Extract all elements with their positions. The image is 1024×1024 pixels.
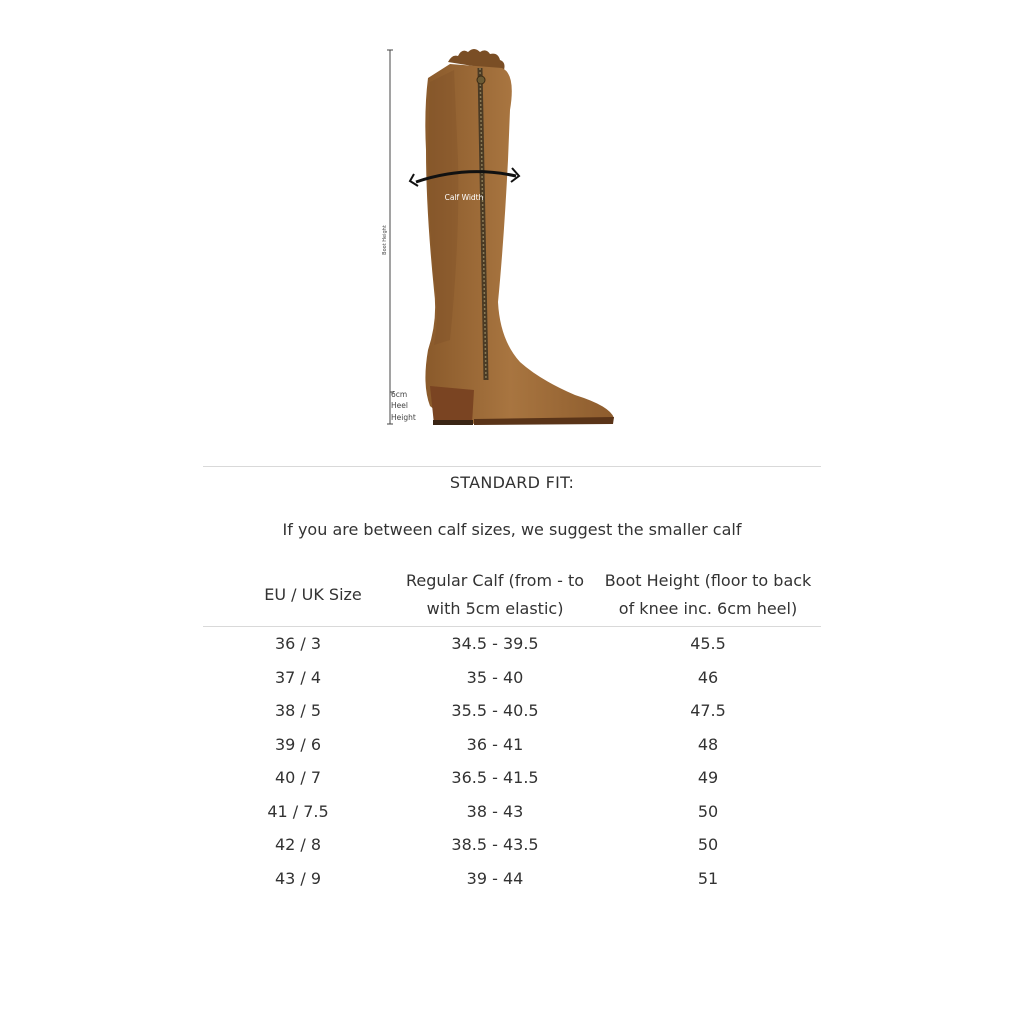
size-cell: 36 / 3 [274,634,322,653]
height-cell: 51 [697,868,719,888]
header-regular-calf-line2: with 5cm elastic) [426,599,564,618]
header-boot-height-line1: Boot Height (floor to back [604,571,812,590]
calf-cell: 35.5 - 40.5 [451,701,539,720]
height-cell: 50 [697,801,719,821]
size-cell: 40 / 7 [274,768,322,787]
header-boot-height [598,567,818,623]
header-regular-calf-line1: Regular Calf (from - to [405,571,585,590]
calf-cell: 39 - 44 [466,868,524,888]
boot-heel [430,386,474,424]
table-row [203,664,821,698]
table-row [203,865,821,899]
size-cell: 43 / 9 [274,868,322,888]
size-cell: 39 / 6 [274,734,322,754]
fit-title: STANDARD FIT: [449,473,575,492]
header-regular-calf [403,567,587,623]
header-boot-height-line2: of knee inc. 6cm heel) [618,599,798,618]
zip-pull-icon [477,76,485,84]
size-cell: 37 / 4 [274,667,322,687]
calf-cell: 36 - 41 [466,734,524,754]
fit-note: If you are between calf sizes, we suggest the smaller calf [282,520,742,539]
header-divider [203,626,821,627]
calf-cell: 34.5 - 39.5 [451,634,539,653]
calf-cell: 38.5 - 43.5 [451,835,539,854]
height-cell: 46 [697,667,719,687]
height-cell: 47.5 [690,701,726,720]
calf-cell: 38 - 43 [466,801,524,821]
height-cell: 45.5 [690,634,726,653]
boot-height-label: Boot Height [382,225,388,255]
calf-cell: 35 - 40 [466,667,524,687]
boot-diagram [370,40,630,440]
table-row [203,831,821,865]
table-row [203,798,821,832]
height-cell: 50 [697,835,719,854]
top-divider [203,466,821,467]
calf-cell: 36.5 - 41.5 [451,768,539,787]
table-row [203,630,821,664]
heel-label-line3: Height [391,413,416,422]
height-cell: 49 [697,768,719,787]
heel-label-line2: Heel [391,401,408,410]
size-cell: 38 / 5 [274,701,322,720]
height-cell: 48 [697,734,719,754]
size-cell: 41 / 7.5 [267,801,329,821]
table-row [203,731,821,765]
size-cell: 42 / 8 [274,835,322,854]
size-table [203,630,821,898]
table-row [203,697,821,731]
calf-width-label: Calf Width [444,193,484,202]
table-row [203,764,821,798]
heel-label-line1: 6cm [391,390,408,399]
boot-illustration [370,40,630,440]
header-eu-uk-size: EU / UK Size [264,585,362,604]
